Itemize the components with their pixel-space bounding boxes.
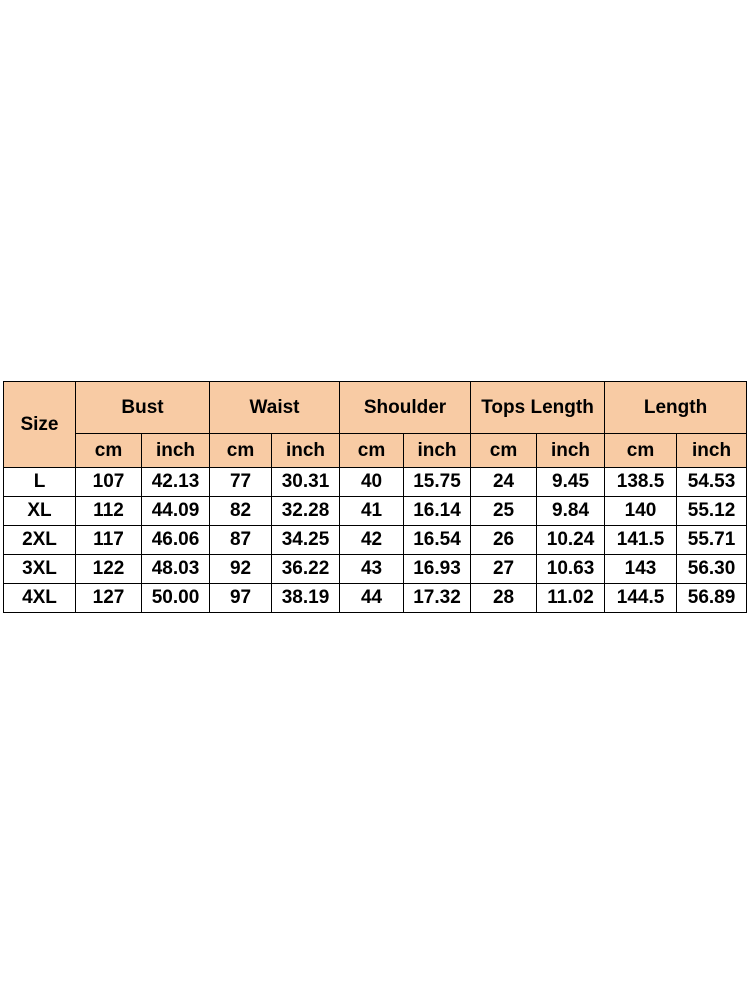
- bust-inch-cell: 46.06: [142, 526, 210, 555]
- tops-length-inch-cell: 10.63: [537, 555, 605, 584]
- bust-cm-cell: 112: [76, 497, 142, 526]
- length-inch-cell: 56.30: [677, 555, 747, 584]
- length-cm-cell: 140: [605, 497, 677, 526]
- table-row: [4, 468, 747, 497]
- tops-length-inch-cell: 9.84: [537, 497, 605, 526]
- size-cell: XL: [4, 497, 76, 526]
- bust-cm-cell: 107: [76, 468, 142, 497]
- size-cell: 4XL: [4, 584, 76, 613]
- bust-inch-cell: 44.09: [142, 497, 210, 526]
- bust-cm-header: cm: [76, 434, 142, 468]
- tops-length-inch-cell: 9.45: [537, 468, 605, 497]
- shoulder-cm-cell: 42: [340, 526, 404, 555]
- size-cell: 3XL: [4, 555, 76, 584]
- waist-inch-cell: 30.31: [272, 468, 340, 497]
- bust-cm-cell: 117: [76, 526, 142, 555]
- bust-cm-cell: 122: [76, 555, 142, 584]
- bust-inch-header: inch: [142, 434, 210, 468]
- waist-cm-cell: 82: [210, 497, 272, 526]
- shoulder-inch-cell: 17.32: [404, 584, 471, 613]
- bust-inch-cell: 50.00: [142, 584, 210, 613]
- tops-length-cm-cell: 27: [471, 555, 537, 584]
- size-cell: 2XL: [4, 526, 76, 555]
- length-inch-header: inch: [677, 434, 747, 468]
- header-row-units: [4, 434, 747, 468]
- length-cm-header: cm: [605, 434, 677, 468]
- waist-cm-header: cm: [210, 434, 272, 468]
- length-inch-cell: 55.71: [677, 526, 747, 555]
- bust-cm-cell: 127: [76, 584, 142, 613]
- length-cm-cell: 141.5: [605, 526, 677, 555]
- waist-inch-cell: 32.28: [272, 497, 340, 526]
- waist-cm-cell: 87: [210, 526, 272, 555]
- waist-cm-cell: 77: [210, 468, 272, 497]
- tops-length-header: Tops Length: [471, 382, 605, 434]
- waist-inch-cell: 38.19: [272, 584, 340, 613]
- waist-inch-header: inch: [272, 434, 340, 468]
- tops-length-cm-cell: 26: [471, 526, 537, 555]
- length-inch-cell: 54.53: [677, 468, 747, 497]
- shoulder-cm-header: cm: [340, 434, 404, 468]
- shoulder-cm-cell: 44: [340, 584, 404, 613]
- tops-length-inch-header: inch: [537, 434, 605, 468]
- size-cell: L: [4, 468, 76, 497]
- tops-length-cm-cell: 25: [471, 497, 537, 526]
- length-inch-cell: 55.12: [677, 497, 747, 526]
- shoulder-cm-cell: 41: [340, 497, 404, 526]
- shoulder-cm-cell: 43: [340, 555, 404, 584]
- length-header: Length: [605, 382, 747, 434]
- shoulder-inch-cell: 16.14: [404, 497, 471, 526]
- table-row: [4, 526, 747, 555]
- shoulder-header: Shoulder: [340, 382, 471, 434]
- bust-header: Bust: [76, 382, 210, 434]
- waist-cm-cell: 97: [210, 584, 272, 613]
- tops-length-inch-cell: 11.02: [537, 584, 605, 613]
- table-row: [4, 555, 747, 584]
- length-cm-cell: 144.5: [605, 584, 677, 613]
- length-inch-cell: 56.89: [677, 584, 747, 613]
- shoulder-inch-cell: 16.93: [404, 555, 471, 584]
- tops-length-cm-cell: 24: [471, 468, 537, 497]
- tops-length-inch-cell: 10.24: [537, 526, 605, 555]
- length-cm-cell: 143: [605, 555, 677, 584]
- table-row: [4, 497, 747, 526]
- shoulder-inch-cell: 16.54: [404, 526, 471, 555]
- shoulder-inch-header: inch: [404, 434, 471, 468]
- tops-length-cm-header: cm: [471, 434, 537, 468]
- table-row: [4, 584, 747, 613]
- waist-cm-cell: 92: [210, 555, 272, 584]
- waist-inch-cell: 34.25: [272, 526, 340, 555]
- header-row-groups: [4, 382, 747, 434]
- shoulder-inch-cell: 15.75: [404, 468, 471, 497]
- bust-inch-cell: 42.13: [142, 468, 210, 497]
- waist-header: Waist: [210, 382, 340, 434]
- size-column-header: Size: [4, 382, 76, 468]
- bust-inch-cell: 48.03: [142, 555, 210, 584]
- length-cm-cell: 138.5: [605, 468, 677, 497]
- tops-length-cm-cell: 28: [471, 584, 537, 613]
- shoulder-cm-cell: 40: [340, 468, 404, 497]
- waist-inch-cell: 36.22: [272, 555, 340, 584]
- size-chart-table: [3, 381, 747, 613]
